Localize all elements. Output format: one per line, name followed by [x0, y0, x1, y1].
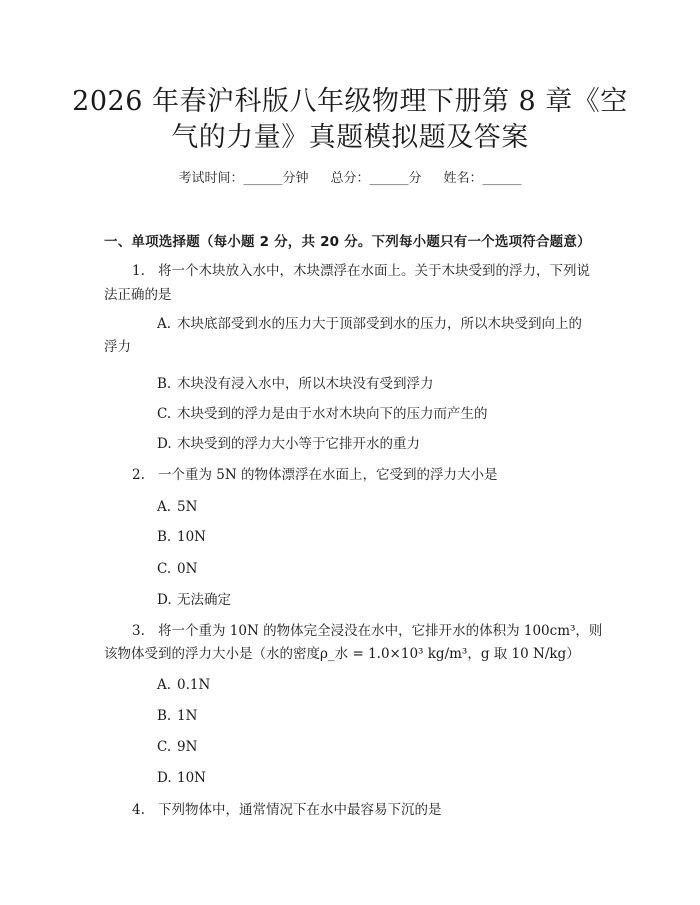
- question-number: 1.: [132, 263, 145, 279]
- question-number: 4.: [132, 802, 145, 818]
- question-3-option-c[interactable]: C. 9N: [157, 739, 198, 755]
- question-3-option-b[interactable]: B. 1N: [157, 708, 198, 724]
- question-3-option-d[interactable]: D. 10N: [157, 770, 206, 786]
- question-1-option-c[interactable]: C. 木块受到的浮力是由于水对木块向下的压力而产生的: [157, 406, 488, 422]
- question-4-stem: 4. 下列物体中，通常情况下在水中最容易下沉的是: [132, 802, 442, 818]
- question-3-stem: 3. 将一个重为 10N 的物体完全浸没在水中，它排开水的体积为 100cm³，则: [132, 623, 603, 639]
- question-3-stem-cont: 该物体受到的浮力大小是（水的密度ρ_水 = 1.0×10³ kg/m³，g 取 10 N/kg）: [104, 646, 580, 662]
- student-name-field: 姓名：______: [443, 171, 522, 186]
- question-1-stem: 1. 将一个木块放入水中，木块漂浮在水面上。关于木块受到的浮力，下列说: [132, 263, 590, 279]
- question-3-option-a[interactable]: A. 0.1N: [157, 677, 211, 693]
- total-score-field: 总分：______分: [330, 171, 422, 186]
- question-2-option-d[interactable]: D. 无法确定: [157, 592, 231, 608]
- question-1-option-a-cont: 浮力: [104, 339, 131, 355]
- section-heading: 一、单项选择题（每小题 2 分，共 20 分。下列每小题只有一个选项符合题意）: [104, 234, 591, 250]
- exam-time-field: 考试时间：______分钟: [178, 171, 309, 186]
- question-1-option-b[interactable]: B. 木块没有浸入水中，所以木块没有受到浮力: [157, 376, 434, 392]
- page-title-line-2: 气的力量》真题模拟题及答案: [171, 122, 529, 153]
- question-2-option-b[interactable]: B. 10N: [157, 529, 206, 545]
- question-1-option-d[interactable]: D. 木块受到的浮力大小等于它排开水的重力: [157, 436, 420, 452]
- question-2-option-c[interactable]: C. 0N: [157, 561, 198, 577]
- exam-meta: [0, 170, 700, 188]
- page-title-line-1: 2026 年春沪科版八年级物理下册第 8 章《空: [72, 86, 628, 117]
- question-1-stem-cont: 法正确的是: [104, 287, 172, 303]
- question-number: 3.: [132, 623, 145, 639]
- question-2-stem: 2. 一个重为 5N 的物体漂浮在水面上，它受到的浮力大小是: [132, 467, 498, 483]
- question-2-option-a[interactable]: A. 5N: [157, 499, 198, 515]
- question-number: 2.: [132, 467, 145, 483]
- question-1-option-a[interactable]: A. 木块底部受到水的压力大于顶部受到水的压力，所以木块受到向上的: [157, 316, 582, 332]
